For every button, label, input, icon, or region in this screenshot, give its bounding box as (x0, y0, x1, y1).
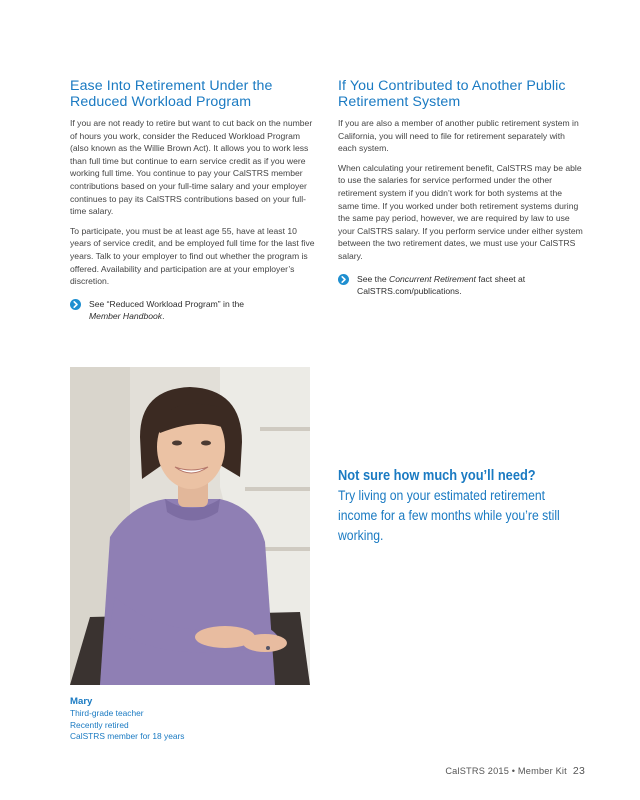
member-photo (70, 367, 310, 685)
fact-sheet-title: Concurrent Retirement (389, 273, 476, 284)
left-column (70, 78, 316, 323)
another-system-paragraph-2: When calculating your retirement benefit, CalSTRS may be able to use the salaries for service performed under the other retirement system if you didn’t work for both systems at the same time. If you worked under both retirement systems during the same pay period, however, we are required by law to use your CalSTRS salary. If you perform service under either system between the two retirement dates, we must use your CalSTRS salary. (338, 162, 583, 261)
reduced-workload-paragraph-1: If you are not ready to retire but want to cut back on the number of hours you work, consider the Reduced Workload Program (also known as the Willie Brown Act). It allows you to work less than full time but continue to earn service credit as if you were working full time. You continue to pay your CalSTRS member contributions based on your full-time salary and your employer continues to pay its CalSTRS contributions based on your full-time salary. (70, 118, 313, 217)
publications-link[interactable]: CalSTRS.com/publications. (357, 286, 462, 297)
another-system-paragraph-1: If you are also a member of another public retirement system in California, you will need to file for retirement separately with each system. (338, 118, 579, 154)
see-suffix: . (162, 311, 165, 322)
see-prefix: See the (357, 273, 387, 284)
photo-caption (70, 695, 270, 743)
see-prefix: See “Reduced Workload Program” in the (89, 298, 245, 309)
caption-name: Mary (70, 696, 93, 707)
chevron-right-icon (338, 274, 349, 285)
caption-line: Third-grade teacher (70, 708, 144, 718)
see-suffix: fact sheet at (478, 273, 526, 284)
member-handbook-reference[interactable] (70, 298, 316, 323)
chevron-right-icon (70, 299, 81, 310)
page-number: 23 (572, 765, 585, 777)
reduced-workload-paragraph-2: To participate, you must be at least age 55, have at least 10 years of service credit, and be employed full time for the last five years. Talk to your employer to find out whether the program is offered. Availability and participation are at your employer’s discretion. (70, 225, 315, 287)
footer-text: CalSTRS 2015 • Member Kit (445, 766, 567, 776)
reduced-workload-heading: Ease Into Retirement Under the Reduced Workload Program (70, 78, 273, 110)
concurrent-retirement-reference[interactable] (338, 273, 583, 298)
callout-box (338, 466, 578, 546)
right-column (338, 78, 583, 298)
member-handbook-title: Member Handbook (89, 311, 163, 322)
page-footer (445, 765, 585, 777)
caption-line: Recently retired (70, 719, 129, 730)
caption-line: CalSTRS member for 18 years (70, 731, 185, 742)
callout-heading: Not sure how much you’ll need? (338, 468, 536, 484)
another-system-heading: If You Contributed to Another Public Retirement System (338, 78, 566, 110)
callout-body: Try living on your estimated retirement income for a few months while you’re still working. (338, 488, 560, 544)
